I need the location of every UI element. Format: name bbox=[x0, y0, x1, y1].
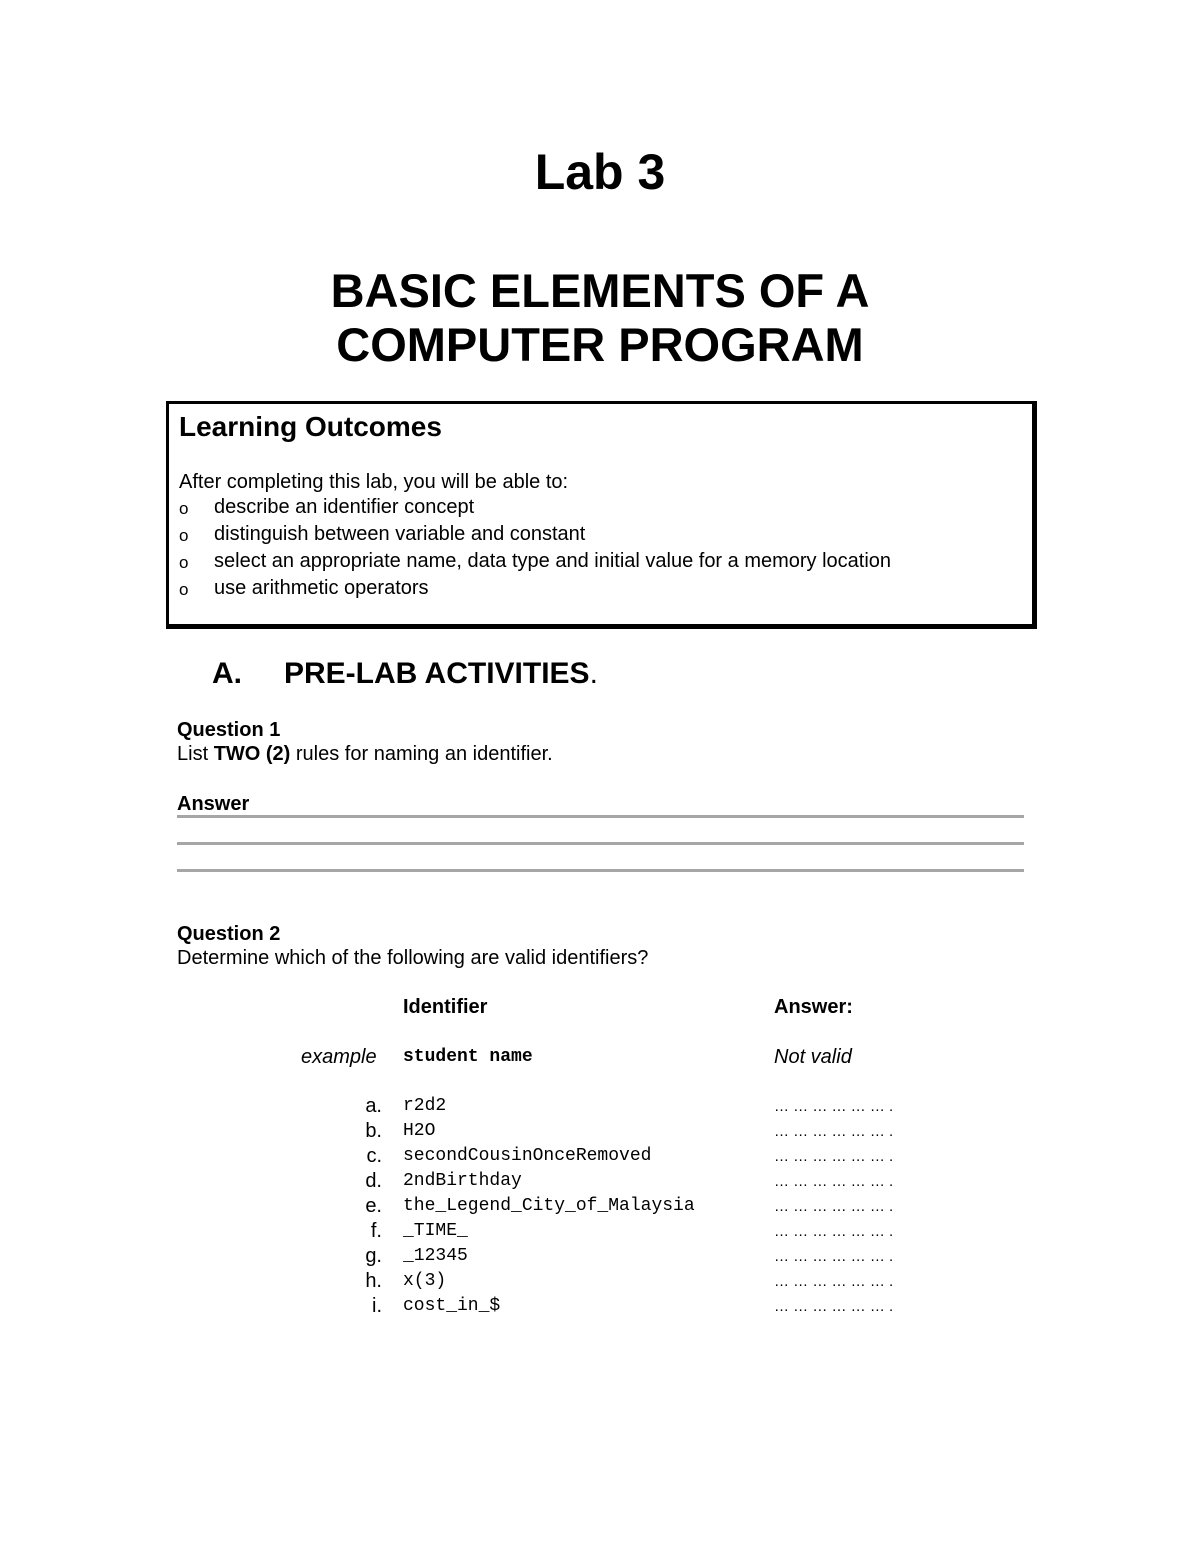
table-row bbox=[0, 1294, 1200, 1319]
outcome-text: use arithmetic operators bbox=[214, 577, 429, 599]
outcome-text: select an appropriate name, data type and initial value for a memory location bbox=[214, 550, 892, 572]
row-letter: g. bbox=[365, 1245, 382, 1267]
page-title bbox=[0, 264, 1200, 372]
row-answer-blank[interactable]: … … … … … … . bbox=[774, 1148, 894, 1165]
list-item bbox=[179, 549, 891, 576]
bullet-icon: o bbox=[179, 526, 189, 545]
row-letter: d. bbox=[365, 1170, 382, 1192]
row-identifier: secondCousinOnceRemoved bbox=[403, 1146, 652, 1166]
question-1-text-after: rules for naming an identifier. bbox=[290, 743, 553, 765]
row-answer-blank[interactable]: … … … … … … . bbox=[774, 1248, 894, 1265]
row-letter: b. bbox=[365, 1120, 382, 1142]
row-identifier: x(3) bbox=[403, 1271, 447, 1291]
section-letter: A. bbox=[212, 657, 242, 690]
section-trailing-dot: . bbox=[589, 657, 598, 690]
table-row bbox=[0, 1269, 1200, 1294]
row-letter: e. bbox=[365, 1195, 382, 1217]
answer-line-1[interactable] bbox=[177, 815, 1024, 818]
page-title-line-2: COMPUTER PROGRAM bbox=[336, 318, 864, 371]
table-row bbox=[0, 1094, 1200, 1119]
question-1-label: Question 1 bbox=[177, 719, 281, 741]
learning-outcomes-box bbox=[166, 401, 1037, 629]
learning-outcomes-list bbox=[179, 495, 891, 603]
question-1-text-before: List bbox=[177, 743, 214, 765]
row-identifier: r2d2 bbox=[403, 1096, 447, 1116]
question-1-text-bold: TWO (2) bbox=[213, 743, 291, 765]
section-a-heading bbox=[212, 656, 598, 692]
learning-outcomes-intro: After completing this lab, you will be able to: bbox=[179, 471, 569, 493]
row-identifier: cost_in_$ bbox=[403, 1296, 501, 1316]
table-row bbox=[0, 1219, 1200, 1244]
list-item bbox=[179, 576, 891, 603]
question-2-label: Question 2 bbox=[177, 923, 281, 945]
row-letter: h. bbox=[365, 1270, 382, 1292]
lab-title: Lab 3 bbox=[534, 144, 666, 200]
answer-line-3[interactable] bbox=[177, 869, 1024, 872]
row-letter: i. bbox=[372, 1295, 382, 1317]
row-identifier: the_Legend_City_of_Malaysia bbox=[403, 1196, 695, 1216]
list-item bbox=[179, 522, 891, 549]
example-identifier: student name bbox=[403, 1047, 533, 1067]
bullet-icon: o bbox=[179, 553, 189, 572]
row-identifier: H2O bbox=[403, 1121, 436, 1141]
question-2-text: Determine which of the following are valid identifiers? bbox=[177, 947, 649, 969]
table-row bbox=[0, 1169, 1200, 1194]
row-answer-blank[interactable]: … … … … … … . bbox=[774, 1198, 894, 1215]
list-item bbox=[179, 495, 891, 522]
learning-outcomes-heading: Learning Outcomes bbox=[179, 411, 442, 442]
page-title-line-1: BASIC ELEMENTS OF A bbox=[330, 264, 870, 317]
row-answer-blank[interactable]: … … … … … … . bbox=[774, 1273, 894, 1290]
row-identifier: 2ndBirthday bbox=[403, 1171, 522, 1191]
answer-label: Answer bbox=[177, 793, 250, 815]
example-answer: Not valid bbox=[774, 1046, 852, 1068]
row-answer-blank[interactable]: … … … … … … . bbox=[774, 1223, 894, 1240]
answer-line-2[interactable] bbox=[177, 842, 1024, 845]
section-title: PRE-LAB ACTIVITIES bbox=[284, 657, 590, 690]
row-answer-blank[interactable]: … … … … … … . bbox=[774, 1298, 894, 1315]
answer-column-header: Answer: bbox=[774, 996, 853, 1018]
bullet-icon: o bbox=[179, 580, 189, 599]
identifier-column-header: Identifier bbox=[403, 996, 488, 1018]
table-row bbox=[0, 1244, 1200, 1269]
row-answer-blank[interactable]: … … … … … … . bbox=[774, 1098, 894, 1115]
row-identifier: _TIME_ bbox=[403, 1221, 468, 1241]
row-letter: c. bbox=[366, 1145, 382, 1167]
question-1-text bbox=[177, 742, 553, 766]
row-answer-blank[interactable]: … … … … … … . bbox=[774, 1173, 894, 1190]
row-letter: a. bbox=[365, 1095, 382, 1117]
bullet-icon: o bbox=[179, 499, 189, 518]
table-row bbox=[0, 1119, 1200, 1144]
table-row bbox=[0, 1194, 1200, 1219]
table-row bbox=[0, 1144, 1200, 1169]
row-answer-blank[interactable]: … … … … … … . bbox=[774, 1123, 894, 1140]
outcome-text: describe an identifier concept bbox=[214, 496, 475, 518]
example-label: example bbox=[301, 1046, 377, 1068]
row-letter: f. bbox=[370, 1220, 382, 1242]
outcome-text: distinguish between variable and constant bbox=[214, 523, 586, 545]
row-identifier: _12345 bbox=[403, 1246, 468, 1266]
